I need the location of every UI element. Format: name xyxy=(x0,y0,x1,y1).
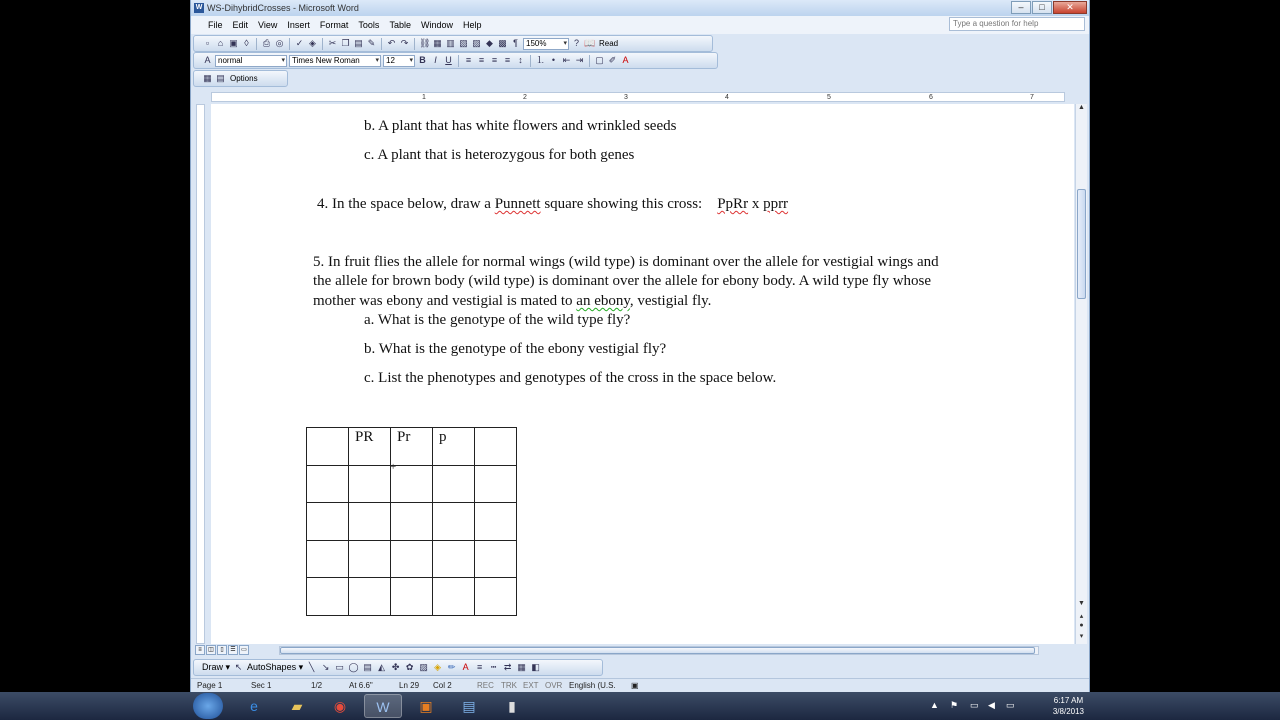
line-color-icon[interactable]: ✏ xyxy=(447,662,456,672)
hscroll-thumb[interactable] xyxy=(280,647,1035,654)
clock-date: 3/8/2013 xyxy=(1052,707,1084,716)
vertical-scrollbar[interactable] xyxy=(1075,104,1087,644)
spelling-status-icon[interactable]: ▣ xyxy=(631,681,639,690)
format-painter-icon[interactable]: ✎ xyxy=(367,38,376,48)
app-taskbar-icon[interactable]: ▮ xyxy=(508,698,516,714)
ruler-tick-3: 3 xyxy=(624,94,628,101)
question-5b: b. What is the genotype of the ebony vestigial fly? xyxy=(364,341,667,357)
mouse-cursor-icon: + xyxy=(390,461,397,473)
font-size-select[interactable]: 12 ▾ xyxy=(383,55,415,67)
word-window xyxy=(190,0,1090,692)
status-column: Col 2 xyxy=(433,681,452,690)
menu-format[interactable]: Format xyxy=(319,20,349,30)
justify-icon[interactable]: ≡ xyxy=(504,55,511,65)
borders-icon[interactable]: ▢ xyxy=(595,55,604,65)
scroll-thumb[interactable] xyxy=(1077,189,1086,299)
open-icon[interactable]: ⌂ xyxy=(217,38,224,48)
toolbar-options-icon[interactable]: ▤ xyxy=(216,73,225,83)
zoom-select[interactable]: 150% ▾ xyxy=(523,38,569,50)
table-row xyxy=(307,503,517,541)
diagram-icon[interactable]: ✤ xyxy=(391,662,400,672)
table-cell[interactable]: p xyxy=(433,428,475,466)
help-icon[interactable]: ? xyxy=(573,38,579,48)
system-tray xyxy=(930,692,1090,720)
table-cell[interactable]: PR xyxy=(349,428,391,466)
menu-insert[interactable]: Insert xyxy=(287,20,310,30)
chrome-icon[interactable]: ◉ xyxy=(333,698,347,714)
italic-button[interactable]: I xyxy=(434,55,437,65)
status-ext[interactable]: EXT xyxy=(523,681,539,690)
table-cell[interactable] xyxy=(349,578,391,616)
status-bar xyxy=(191,678,1089,692)
highlight-icon[interactable]: ✐ xyxy=(608,55,617,65)
table-cell[interactable] xyxy=(475,540,517,578)
outline-view-icon[interactable]: ☰ xyxy=(228,645,238,655)
new-document-icon[interactable]: ▫ xyxy=(205,38,210,48)
status-rec[interactable]: REC xyxy=(477,681,494,690)
table-cell[interactable] xyxy=(349,465,391,503)
normal-view-icon[interactable]: ≡ xyxy=(195,645,205,655)
status-ovr[interactable]: OVR xyxy=(545,681,563,690)
table-cell[interactable] xyxy=(433,503,475,541)
columns-icon[interactable]: ▨ xyxy=(472,38,481,48)
previous-page-icon[interactable]: ▴ xyxy=(1079,613,1084,620)
text-box-icon[interactable]: ▤ xyxy=(363,662,372,672)
arrow-style-icon[interactable]: ⇄ xyxy=(503,662,512,672)
toolbar-grip-icon: ▦ xyxy=(203,73,212,83)
scroll-up-icon[interactable]: ▲ xyxy=(1078,104,1085,111)
insert-table-icon[interactable]: ▥ xyxy=(446,38,455,48)
start-button[interactable] xyxy=(193,693,223,719)
doc-line-3c: c. A plant that is heterozygous for both genes xyxy=(364,147,635,163)
oval-icon[interactable]: ◯ xyxy=(348,662,359,672)
browse-object-icon[interactable]: ● xyxy=(1079,622,1084,629)
picture-icon[interactable]: ▨ xyxy=(419,662,428,672)
menu-edit[interactable]: Edit xyxy=(232,20,249,30)
web-view-icon[interactable]: ◫ xyxy=(206,645,216,655)
show-hide-icon[interactable]: ¶ xyxy=(513,38,518,48)
maximize-button[interactable]: □ xyxy=(1032,1,1052,14)
formatting-toolbar xyxy=(193,52,718,69)
vertical-ruler xyxy=(193,104,207,644)
save-app-taskbar-icon[interactable]: ▤ xyxy=(462,698,476,714)
table-row xyxy=(307,428,517,466)
menu-tools[interactable]: Tools xyxy=(358,20,380,30)
dash-style-icon[interactable]: ┅ xyxy=(490,662,497,672)
style-select[interactable]: normal ▾ xyxy=(215,55,287,67)
clipart-icon[interactable]: ✿ xyxy=(405,662,414,672)
increase-indent-icon[interactable]: ⇥ xyxy=(575,55,584,65)
table-cell[interactable] xyxy=(307,578,349,616)
status-section: Sec 1 xyxy=(251,681,272,690)
document-page[interactable] xyxy=(211,104,1074,644)
numbering-icon[interactable]: ⒈ xyxy=(535,55,545,65)
status-pages: 1/2 xyxy=(311,681,323,690)
bullets-icon[interactable]: • xyxy=(551,55,556,65)
word-app-icon[interactable]: W xyxy=(195,4,203,11)
ruler-tick-5: 5 xyxy=(827,94,831,101)
document-map-icon[interactable]: ▩ xyxy=(498,38,507,48)
status-page: Page 1 xyxy=(197,681,223,690)
shadow-icon[interactable]: ▦ xyxy=(517,662,526,672)
fill-color-icon[interactable]: ◈ xyxy=(434,662,442,672)
status-trk[interactable]: TRK xyxy=(501,681,517,690)
table-cell[interactable] xyxy=(433,578,475,616)
spelling-icon[interactable]: ✓ xyxy=(295,38,304,48)
status-line: Ln 29 xyxy=(399,681,420,690)
minimize-button[interactable]: – xyxy=(1011,1,1031,14)
horizontal-scrollbar[interactable] xyxy=(191,645,1089,656)
window-title: WS-DihybridCrosses - Microsoft Word xyxy=(207,3,359,13)
close-button[interactable]: ✕ xyxy=(1053,1,1087,14)
align-right-icon[interactable]: ≡ xyxy=(491,55,498,65)
taskbar xyxy=(0,692,1280,720)
table-cell[interactable] xyxy=(307,503,349,541)
title-bar xyxy=(191,0,1089,16)
cut-icon[interactable]: ✂ xyxy=(328,38,337,48)
print-icon[interactable]: ⎙ xyxy=(262,38,271,48)
standard-toolbar xyxy=(193,35,713,52)
draw-font-color-icon[interactable]: A xyxy=(462,662,469,672)
table-cell[interactable] xyxy=(307,428,349,466)
read-button[interactable]: Read xyxy=(599,39,619,48)
3d-icon[interactable]: ◧ xyxy=(531,662,540,672)
autoshapes-menu-button[interactable]: AutoShapes ▾ xyxy=(247,662,304,672)
table-cell[interactable] xyxy=(475,465,517,503)
powerpoint-taskbar-icon[interactable]: ▣ xyxy=(419,698,433,714)
font-color-icon[interactable]: A xyxy=(622,55,629,65)
ruler-tick-6: 6 xyxy=(929,94,933,101)
font-select[interactable]: Times New Roman ▾ xyxy=(289,55,381,67)
rectangle-icon[interactable]: ▭ xyxy=(335,662,344,672)
scroll-down-icon[interactable]: ▼ xyxy=(1078,600,1085,607)
table-row xyxy=(307,578,517,616)
table-cell[interactable] xyxy=(307,540,349,578)
table-cell[interactable] xyxy=(475,503,517,541)
table-cell[interactable] xyxy=(391,578,433,616)
question-5-line-1: 5. In fruit flies the allele for normal wings (wild type) is dominant over the allele for vestigial wings and xyxy=(313,254,939,270)
print-layout-icon[interactable]: ▯ xyxy=(217,645,227,655)
options-button[interactable]: Options xyxy=(230,74,258,83)
drawing-toolbar xyxy=(193,659,603,676)
line-style-icon[interactable]: ≡ xyxy=(476,662,483,672)
align-left-icon[interactable]: ≡ xyxy=(465,55,472,65)
ruler-tick-2: 2 xyxy=(523,94,527,101)
table-cell[interactable] xyxy=(391,465,433,503)
flag-icon[interactable]: ⚑ xyxy=(950,700,959,710)
hyperlink-icon[interactable]: ⛓ xyxy=(419,38,431,48)
table-cell[interactable] xyxy=(433,465,475,503)
help-search-input[interactable]: Type a question for help xyxy=(949,17,1085,31)
select-objects-icon[interactable]: ↖ xyxy=(234,662,243,672)
table-cell[interactable] xyxy=(475,428,517,466)
arrow-icon[interactable]: ↘ xyxy=(321,662,330,672)
ruler-tick-1: 1 xyxy=(422,94,426,101)
ruler-tick-4: 4 xyxy=(725,94,729,101)
table-cell[interactable] xyxy=(433,540,475,578)
power-icon[interactable]: ▭ xyxy=(1006,700,1015,710)
table-row xyxy=(307,465,517,503)
show-hidden-icon[interactable]: ▲ xyxy=(930,700,939,710)
question-5c: c. List the phenotypes and genotypes of the cross in the space below. xyxy=(364,370,777,386)
decrease-indent-icon[interactable]: ⇤ xyxy=(562,55,571,65)
paste-icon[interactable]: ▤ xyxy=(354,38,363,48)
question-5a: a. What is the genotype of the wild type fly? xyxy=(364,312,631,328)
reviewing-toolbar xyxy=(193,70,288,87)
table-cell[interactable] xyxy=(307,465,349,503)
word-taskbar-icon[interactable]: W xyxy=(364,694,402,718)
bold-button[interactable]: B xyxy=(419,55,426,65)
menu-window[interactable]: Window xyxy=(420,20,453,30)
undo-icon[interactable]: ↶ xyxy=(387,38,396,48)
styles-icon[interactable]: A xyxy=(204,55,211,65)
align-center-icon[interactable]: ≡ xyxy=(478,55,485,65)
table-row xyxy=(307,540,517,578)
print-preview-icon[interactable]: ◎ xyxy=(275,38,284,48)
clock[interactable] xyxy=(1053,695,1084,717)
redo-icon[interactable]: ↷ xyxy=(400,38,409,48)
table-cell[interactable] xyxy=(349,540,391,578)
reading-view-icon[interactable]: ▭ xyxy=(239,645,249,655)
table-cell[interactable] xyxy=(475,578,517,616)
punnett-square-table[interactable] xyxy=(306,427,517,616)
volume-icon[interactable]: ◀ xyxy=(988,700,995,710)
question-5-line-2: the allele for brown body (wild type) is dominant over the allele for ebony body. A wild type fly whose xyxy=(313,273,932,289)
status-at: At 6.6" xyxy=(349,681,373,690)
read-icon[interactable]: 📖 xyxy=(584,38,596,48)
tables-borders-icon[interactable]: ▦ xyxy=(433,38,442,48)
menu-view[interactable]: View xyxy=(258,20,278,30)
save-icon[interactable]: ▣ xyxy=(229,38,238,48)
doc-line-3b: b. A plant that has white flowers and wrinkled seeds xyxy=(364,118,677,134)
status-language: English (U.S. xyxy=(569,681,616,690)
menu-table[interactable]: Table xyxy=(389,20,411,30)
file-explorer-icon[interactable]: ▰ xyxy=(291,698,303,714)
internet-explorer-icon[interactable]: e xyxy=(250,698,258,714)
next-page-icon[interactable]: ▾ xyxy=(1079,633,1084,640)
clock-time: 6:17 AM xyxy=(1053,696,1084,705)
line-spacing-icon[interactable]: ↕ xyxy=(518,55,523,65)
wordart-icon[interactable]: ◭ xyxy=(378,662,386,672)
table-cell[interactable] xyxy=(391,540,433,578)
horizontal-ruler xyxy=(191,90,1089,104)
ruler-tick-7: 7 xyxy=(1030,94,1034,101)
draw-menu-button[interactable]: Draw ▾ xyxy=(202,662,231,672)
menu-help[interactable]: Help xyxy=(462,20,482,30)
table-cell[interactable]: Pr xyxy=(391,428,433,466)
question-5-line-3: mother was ebony and vestigial is mated to an ebony, vestigial fly. xyxy=(313,293,712,309)
question-4: 4. In the space below, draw a Punnett square showing this cross: PpRr x pprr xyxy=(317,196,789,212)
insert-excel-icon[interactable]: ▧ xyxy=(459,38,468,48)
research-icon[interactable]: ◈ xyxy=(309,38,316,48)
permission-icon[interactable]: ◊ xyxy=(244,38,249,48)
menu-file[interactable]: File xyxy=(208,20,223,30)
drawing-icon[interactable]: ◆ xyxy=(486,38,493,48)
table-cell[interactable] xyxy=(391,503,433,541)
network-icon[interactable]: ▭ xyxy=(970,700,979,710)
underline-button[interactable]: U xyxy=(445,55,452,65)
table-cell[interactable] xyxy=(349,503,391,541)
copy-icon[interactable]: ❐ xyxy=(341,38,350,48)
line-icon[interactable]: ╲ xyxy=(308,662,315,672)
